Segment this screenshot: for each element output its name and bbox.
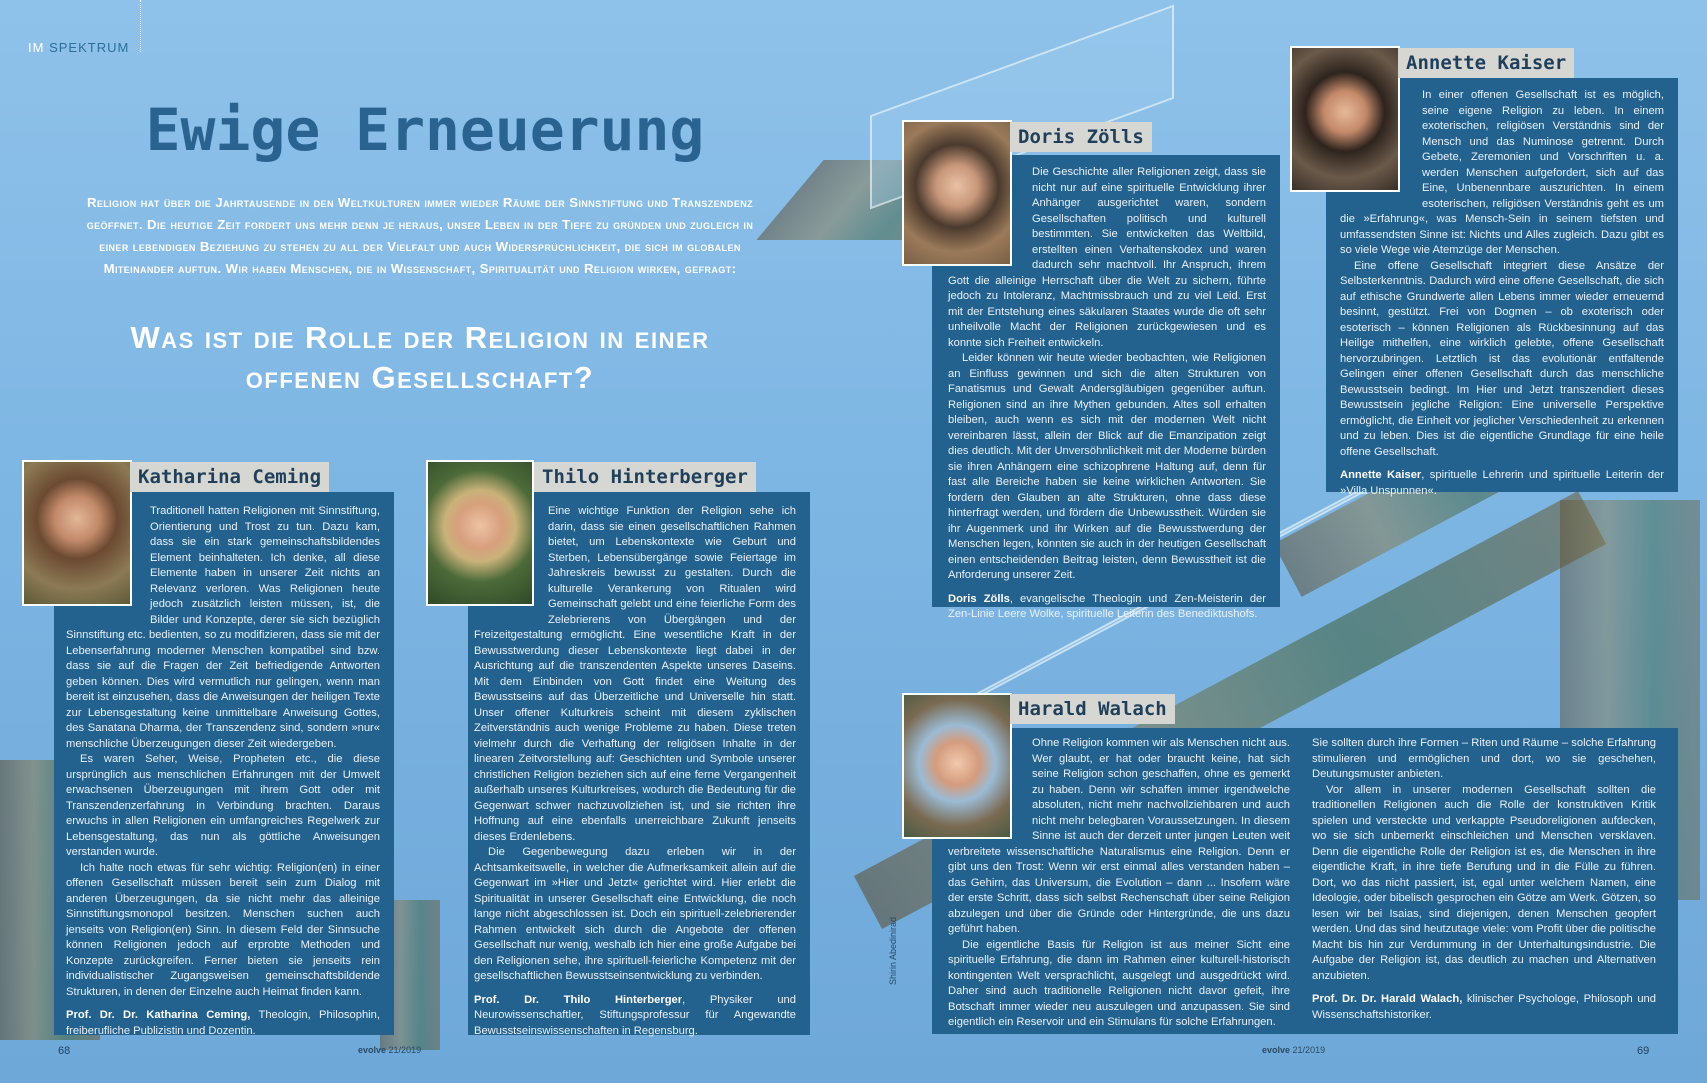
card-signature [474,993,796,1040]
card-signature [1312,992,1656,1023]
card-paragraph: Sie sollten durch ihre Formen – Riten und Räume – solche Erfahrung stimulieren und ermöglichen und dort, wo sie geschehen, Deutungsmuster anbieten. [1312,737,1656,780]
card-walach [932,728,1678,1034]
card-paragraph: Leider können wir heute wieder beobachten, wie Religionen an Einfluss gewinnen und sich die alten Strukturen von Fanatismus und Gewalt Andersgläubigen gegenüber auftun. Religionen sind an ihre Mythen gebunden. Altes soll erhalten bleiben, auch wenn es sich mit der modernen Welt nicht vereinbaren lässt, allein der Blick auf die Emanzipation zeigt dies deutlich. Mit der Unversöhnlichkeit mit der Moderne bürden sie ihren Anhängern eine schizophrene Haltung auf, denn für fast alle Bereiche haben sie keine wirklichen Antworten. Sie fordern den Glauben an alte Strukturen, ohne dass diese hinterfragt werden, und fördern die Unbewusstheit. Würden sie ihr Augenmerk und ihr Wirken auf die Bewusstwerdung der Menschen legen, könnten sie auch in der heutigen Gesellschaft einen entscheidenden Beitrag leisten, denn Bewusstheit ist die Anforderung unserer Zeit. [948,352,1266,581]
article-question: Was ist die Rolle der Religion in einer offenen Gesellschaft? [130,320,710,395]
magazine-name: evolve [358,1045,387,1055]
walach-col-2 [1312,736,1656,1023]
portrait-hinterberger [426,460,534,606]
page-number-right: 69 [1637,1045,1650,1057]
card-paragraph: Es waren Seher, Weise, Propheten etc., die diese ursprünglich aus menschlichen Erfahrungen mit der Umwelt erwachsenen Überzeugungen mit ihrem Gott oder mit Transzendenzerfahrung in Verbindung brachten. Daraus erwuchs in allen Religionen ein umfangreiches Regelwerk zur Lebensgestaltung, das nun als göttliche Anweisungen verstanden wurde. [66,753,380,858]
signature-name: Doris Zölls [948,592,1010,605]
card-paragraph: Die Gegenbewegung dazu erleben wir in der Achtsamkeitswelle, in welcher die Aufmerksamkeit allein auf die Gegenwart im »Hier und Jetzt« gerichtet wird. Hier erlebt die Spiritualität in unserer Gesellschaft eine Entwicklung, die noch lange nicht abgeschlossen ist. Doch ein spirituell-zelebrierender Rahmen entwickelt sich durch die Angebote der offenen Gesellschaft nur wenig, weshalb ich hier eine große Aufgabe bei den Religionen sehe, ihre spirituell-feierliche Kompetenz mit der gesellschaftlichen Bewusstseinsentwicklung zu verbinden. [474,846,796,982]
card-paragraph: Eine wichtige Funktion der Religion sehe ich darin, dass sie einen gesellschaftlichen Rahmen bietet, um Lebenskontexte wie Geburt und Sterben, Lebensübergänge sowie Feiertage im Jahreskreis bewusst zu gestalten. Durch die kulturelle Verankerung von Ritualen wird Gemeinschaft gelebt und eine feierliche Form des Zelebrierens von Übergängen und der Freizeitgestaltung ermöglicht. Eine wesentliche Kraft in der Bewusstwerdung dieser Lebenskontexte liegt dabei in der Ausrichtung auf die transzendenten Aspekte unseres Daseins. Mit dem Einbinden von Gott findet eine Weitung des Bewusstseins auf das Überzeitliche und Universelle hin statt. Unser offener Kulturkreis scheint mit diesem zyklischen Zeitverständnis auch wenige Probleme zu haben. Diese treten vielmehr durch die Verhaftung der religiösen Inhalte in der linearen Zeitvorstellung auf: Geschichten und Symbole unserer christlichen Religion beziehen sich auf eine ferne Vergangenheit außerhalb unseres Kulturkreises, wodurch die Bedeutung für die Gegenwart schwer nachzuvollziehen ist, und sie richten ihre Hoffnung auf eine ebenfalls unerreichbare Zukunft jenseits dieses Erdenlebens. [474,505,796,843]
article-title: Ewige Erneuerung [145,96,705,164]
signature-text: , evangelische Theologin und Zen-Meisterin der Zen-Linie Leere Wolke, spirituelle Leiterin des Benediktushofs. [948,592,1266,620]
section-prefix: IM [28,40,45,55]
card-paragraph: In einer offenen Gesellschaft ist es möglich, seine eigene Religion zu leben. In einem exoterischen, religiösen Verständnis sind der Mensch und das Numinose getrennt. Durch Gebete, Zeremonien und Vorschriften u. a. werden Menschen aufgefordert, sich auf das Eine, Unbenennbare auszurichten. In einem esoterischen, religiösen Verständnis geht es um die »Erfahrung«, was Mensch-Sein in seinem tiefsten und umfassendsten Sinne ist: Nichts und Alles zugleich. Dazu gibt es so viele Wege wie Atemzüge der Menschen. [1340,89,1664,256]
signature-name: Prof. Dr. Thilo Hinterberger [474,993,683,1006]
signature-name: Prof. Dr. Dr. Katharina Ceming, [66,1009,251,1021]
article-intro: Religion hat über die Jahrtausende in den Weltkulturen immer wieder Räume der Sinnstiftung und Transzendenz geöffnet. Die heutige Zeit fordert uns mehr denn je heraus, unser Leben in der Tiefe zu gründen und zugleich in einer lebendigen Beziehung zu stehen zu all der Vielfalt und auch Widersprüchlichkeit, die sich im globalen Miteinander auftun. Wir haben Menschen, die in Wissenschaft, Spiritualität und Religion wirken, gefragt: [86,195,754,276]
signature-name: Annette Kaiser [1340,469,1422,481]
name-tab-walach: Harald Walach [1010,694,1175,724]
issue-number: 21/2019 [388,1045,422,1055]
card-signature [66,1008,380,1039]
portrait-zoells [902,120,1012,266]
name-tab-hinterberger: Thilo Hinterberger [534,462,756,492]
footer-left [358,1045,421,1055]
footer-right [1262,1045,1325,1055]
portrait-ceming [22,460,132,606]
name-tab-zoells: Doris Zölls [1010,122,1152,152]
signature-text: , spirituelle Lehrerin und spirituelle Leiterin der »Villa Unspunnen«. [1340,469,1664,497]
issue-number: 21/2019 [1292,1045,1326,1055]
name-tab-kaiser: Annette Kaiser [1398,48,1574,78]
signature-text: klinischer Psychologe, Philosoph und Wissenschaftshistoriker. [1312,993,1656,1021]
card-paragraph: Vor allem in unserer modernen Gesellschaft sollten die traditionellen Religionen auch die Rolle der konstruktiven Kritik spielen und versteckte und verkappte Pseudoreligionen aufdecken, wo sie sich unbemerkt einschleichen und Menschen versklaven. Denn die eigentliche Rolle der Religion ist es, die Menschen in ihre eigentliche Kraft, in ihre tiefe Berufung und in die Fülle zu führen. Dort, wo das nicht passiert, ist, egal unter welchem Namen, eine Ideologie, oder bibelisch gesprochen ein Götze am Werk. Götzen, so lesen wir bei Isaias, sind diejenigen, denen Menschen geopfert werden. Und das sind heutzutage viele: vom Profit über die politische Macht bis hin zur Verdummung in der Unterhaltungsindustrie. Die Aufgabe der Religion ist, das deutlich zu machen und Alternativen anzubieten. [1312,783,1656,982]
card-signature [1340,468,1664,499]
card-signature [948,592,1266,623]
card-paragraph: Die eigentliche Basis für Religion ist aus meiner Sicht eine spirituelle Erfahrung, die dann im Rahmen einer kulturell-historisch kontingenten Welt versprachlicht, ausgelegt und ausgedrückt wird. Daher sind auch traditionelle Religionen nicht davor gefeit, ihre Botschaft immer wieder neu auszulegen und anzupassen. Sie sind eigentlich ein Reservoir und ein Stimulans für solche Erfahrungen. [948,938,1290,1028]
magazine-name: evolve [1262,1045,1291,1055]
card-paragraph: Traditionell hatten Religionen mit Sinnstiftung, Orientierung und Trost zu tun. Dazu kam, dass sie ein stark gemeinschaftsbildendes Element beinhalteten. Ich denke, all diese Elemente haben in unserer Zeit nichts an Relevanz verloren. Was Religionen heute jedoch zusätzlich leisten müssen, ist, die Bilder und Konzepte, derer sie sich bezüglich Sinnstiftung etc. bedienten, so zu modifizieren, dass sie mit der Lebenserfahrung moderner Menschen kompatibel sind bzw. dass sie auf die Fragen der Zeit befriedigende Antworten geben können. Dies wird vermutlich nur gelingen, wenn man bereit ist einzusehen, dass die Anweisungen der heiligen Texte zur Lebensgestaltung keine unmittelbare Anweisung Gottes, des Sanatana Dharma, der Transzendenz sind, sondern »nur« menschliche Überzeugungen dieser Zeit wiedergeben. [66,505,380,750]
name-tab-ceming: Katharina Ceming [130,462,329,492]
header-divider [140,0,141,52]
signature-name: Prof. Dr. Dr. Harald Walach, [1312,993,1463,1005]
portrait-kaiser [1290,46,1400,192]
card-paragraph: Eine offene Gesellschaft integriert diese Ansätze der Selbsterkenntnis. Dadurch wird eine offene Gesellschaft, die sich auf ethische Grundwerte allen Lebens immer wieder erneuernd besinnt, gestützt. Frei von Dogmen – ob exoterisch oder esoterisch – können Religionen als Rückbesinnung auf das Heilige mithelfen, eine wirklich gelebte, offene Gesellschaft hervorzubringen. Letztlich ist das evolutionär entfaltende Gelingen einer offenen Gesellschaft durch das menschliche Bewusstsein bedingt. Im Hier und Jetzt transzendiert dieses Bewusstsein jegliche Religion: Eine universelle Perspektive ermöglicht, die Einheit vor jeglicher Verschiedenheit zu erkennen und zu leben. Dies ist die eigentliche Grundlage für eine heile offene Gesellschaft. [1340,259,1664,458]
card-paragraph: Die Geschichte aller Religionen zeigt, dass sie nicht nur auf eine spirituelle Entwicklung ihrer Anhänger ausgerichtet waren, sondern Gesellschaften politisch und kulturell bestimmten. Sie entwickelten das Weltbild, erstellten einen Verhaltenskodex und waren dadurch sehr machtvoll. Ihr Anspruch, ihrem Gott die alleinige Herrschaft über die Welt zu sichern, führte jedoch zu Intoleranz, Machtmissbrauch und zu viel Leid. Erst mit der Entstehung eines säkularen Staates wurde die oft sehr unheilvolle Macht der Religionen zurückgewiesen und es konnte sich Freiheit entwickeln. [948,166,1266,349]
signature-text: , Physiker und Neurowissenschaftler, Stiftungsprofessur für Angewandte Bewusstseinswissenschaften in Regensburg. [474,993,797,1037]
section-header [28,40,129,55]
signature-text: Theologin, Philosophin, freiberufliche Publizistin und Dozentin. [66,1009,380,1037]
section-name: SPEKTRUM [49,40,130,55]
portrait-walach [902,693,1012,839]
page-number-left: 68 [58,1045,71,1057]
card-paragraph: Ich halte noch etwas für sehr wichtig: Religion(en) in einer offenen Gesellschaft müssen bereit sein zum Dialog mit anderen Überzeugungen, da sie nicht mehr das alleinige Sinnstiftungsmonopol besitzen. Menschen suchen auch jenseits von Religion(en) Sinn. In diesem Feld der Sinnsuche können Religionen jedoch auf erprobte Methoden und Konzepte zurückgreifen. Ferner bieten sie jenseits rein individualistischer Zugangsweisen gemeinschaftsbildende Strukturen, in denen der Einzelne auch Heimat finden kann. [66,861,380,998]
card-paragraph: Ohne Religion kommen wir als Menschen nicht aus. Wer glaubt, er hat oder braucht keine, hat sich seine Religion schon geschaffen, ohne es gemerkt zu haben. Denn wir schaffen immer irgendwelche absoluten, nicht mehr nachvollziehbaren und auch nicht mehr belegbaren Voraussetzungen. In diesem Sinne ist auch der derzeit unter jungen Leuten weit verbreitete wissenschaftliche Naturalismus eine Religion. Denn er gibt uns den Trost: Wenn wir erst einmal alles verstanden haben – das Gehirn, das Universum, die Evolution – dann ... Insofern wäre der erste Schritt, dass sich selbst Rechenschaft über seine Religion abzulegen und über die Gründe oder Hintergründe, die uns dazu geführt haben. [948,737,1290,935]
photo-credit: Shirin Abedinirad [888,916,898,985]
